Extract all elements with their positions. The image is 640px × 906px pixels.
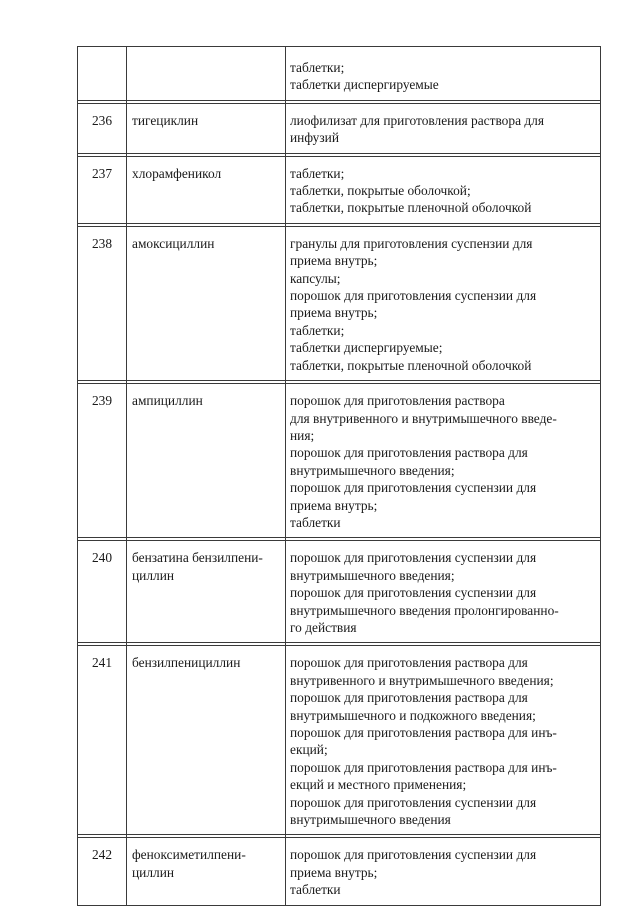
dosage-form-line: таблетки; (290, 322, 345, 338)
dosage-form-line: таблетки; (290, 60, 345, 75)
drug-name-cell (127, 541, 286, 643)
drug-table-body (78, 47, 601, 906)
row-number: 236 (78, 103, 127, 153)
table-row (78, 156, 601, 223)
drug-name-line: феноксиметилпени- (132, 847, 246, 863)
row-number: 242 (78, 838, 127, 905)
drug-name-cell (127, 156, 286, 223)
dosage-form-line: таблетки (290, 882, 341, 898)
table-row (78, 384, 601, 538)
dosage-form-line: внутримышечного введения пролонгированно- (290, 602, 559, 618)
dosage-form-line: внутримышечного введения (290, 812, 451, 828)
table-row (78, 541, 601, 643)
dosage-form-cell (286, 384, 601, 538)
dosage-form-line: таблетки (290, 514, 341, 530)
drug-name-cell (127, 226, 286, 380)
drug-table (77, 46, 601, 906)
dosage-form-line: таблетки, покрытые оболочкой; (290, 183, 471, 199)
drug-name-cell (127, 103, 286, 153)
dosage-form-line: инфузий (290, 130, 339, 146)
dosage-form-line: приема внутрь; (290, 497, 378, 513)
dosage-form-line: порошок для приготовления раствора для (290, 690, 528, 706)
dosage-form-line: таблетки, покрытые пленочной оболочкой (290, 200, 532, 216)
dosage-form-line: порошок для приготовления суспензии для (290, 550, 537, 566)
dosage-form-line: порошок для приготовления суспензии для (290, 847, 537, 863)
dosage-form-line: внутривенного и внутримышечного введения; (290, 672, 554, 688)
dosage-form-line: порошок для приготовления суспензии для (290, 585, 537, 601)
row-number: 241 (78, 646, 127, 835)
dosage-form-cell (286, 838, 601, 905)
dosage-form-line: екций и местного применения; (290, 777, 467, 793)
dosage-form-line: порошок для приготовления раствора для инъ- (290, 759, 557, 775)
dosage-form-cell (286, 103, 601, 153)
drug-name-cell (127, 646, 286, 835)
drug-name-line: циллин (132, 864, 175, 880)
drug-name-cell (127, 47, 286, 101)
dosage-form-cell (286, 646, 601, 835)
dosage-form-line: таблетки, покрытые пленочной оболочкой (290, 357, 532, 373)
row-number: 239 (78, 384, 127, 538)
dosage-form-line: таблетки диспергируемые; (290, 340, 443, 356)
drug-name-cell (127, 384, 286, 538)
dosage-form-line: порошок для приготовления суспензии для (290, 480, 537, 496)
dosage-form-cell (286, 47, 601, 101)
dosage-form-line: приема внутрь; (290, 253, 378, 269)
dosage-form-line: капсулы; (290, 270, 341, 286)
dosage-form-line: таблетки; (290, 165, 345, 181)
dosage-form-line: порошок для приготовления раствора для инъ- (290, 725, 557, 740)
dosage-form-line: порошок для приготовления суспензии для (290, 794, 537, 810)
dosage-form-cell (286, 226, 601, 380)
dosage-form-line: таблетки диспергируемые (290, 77, 439, 93)
dosage-form-line: приема внутрь; (290, 305, 378, 321)
drug-name-line: циллин (132, 567, 175, 583)
dosage-form-line: гранулы для приготовления суспензии для (290, 235, 533, 251)
dosage-form-cell (286, 156, 601, 223)
table-row (78, 47, 601, 101)
dosage-form-line: приема внутрь; (290, 864, 378, 880)
dosage-form-line: порошок для приготовления раствора (290, 393, 505, 409)
dosage-form-line: внутримышечного и подкожного введения; (290, 707, 536, 723)
drug-name-line: амоксициллин (132, 235, 215, 251)
row-number: 240 (78, 541, 127, 643)
drug-name-line: тигециклин (132, 112, 199, 128)
dosage-form-line: лиофилизат для приготовления раствора для (290, 112, 545, 128)
dosage-form-line: порошок для приготовления суспензии для (290, 288, 537, 304)
dosage-form-line: внутримышечного введения; (290, 567, 455, 583)
table-row (78, 226, 601, 380)
table-row (78, 838, 601, 905)
drug-name-line: хлорамфеникол (132, 165, 222, 181)
dosage-form-line: внутримышечного введения; (290, 462, 455, 478)
dosage-form-line: го действия (290, 619, 357, 635)
drug-name-line: ампициллин (132, 393, 203, 409)
drug-name-cell (127, 838, 286, 905)
dosage-form-line: для внутривенного и внутримышечного введе- (290, 410, 557, 426)
table-row (78, 646, 601, 835)
row-number: 237 (78, 156, 127, 223)
dosage-form-line: порошок для приготовления раствора для (290, 655, 528, 671)
row-number (78, 47, 127, 101)
drug-name-line: бензатина бензилпени- (132, 550, 263, 566)
dosage-form-line: екций; (290, 742, 328, 758)
dosage-form-cell (286, 541, 601, 643)
row-number: 238 (78, 226, 127, 380)
dosage-form-line: порошок для приготовления раствора для (290, 445, 528, 461)
drug-name-line: бензилпенициллин (132, 655, 241, 671)
table-row (78, 103, 601, 153)
dosage-form-line: ния; (290, 427, 315, 443)
